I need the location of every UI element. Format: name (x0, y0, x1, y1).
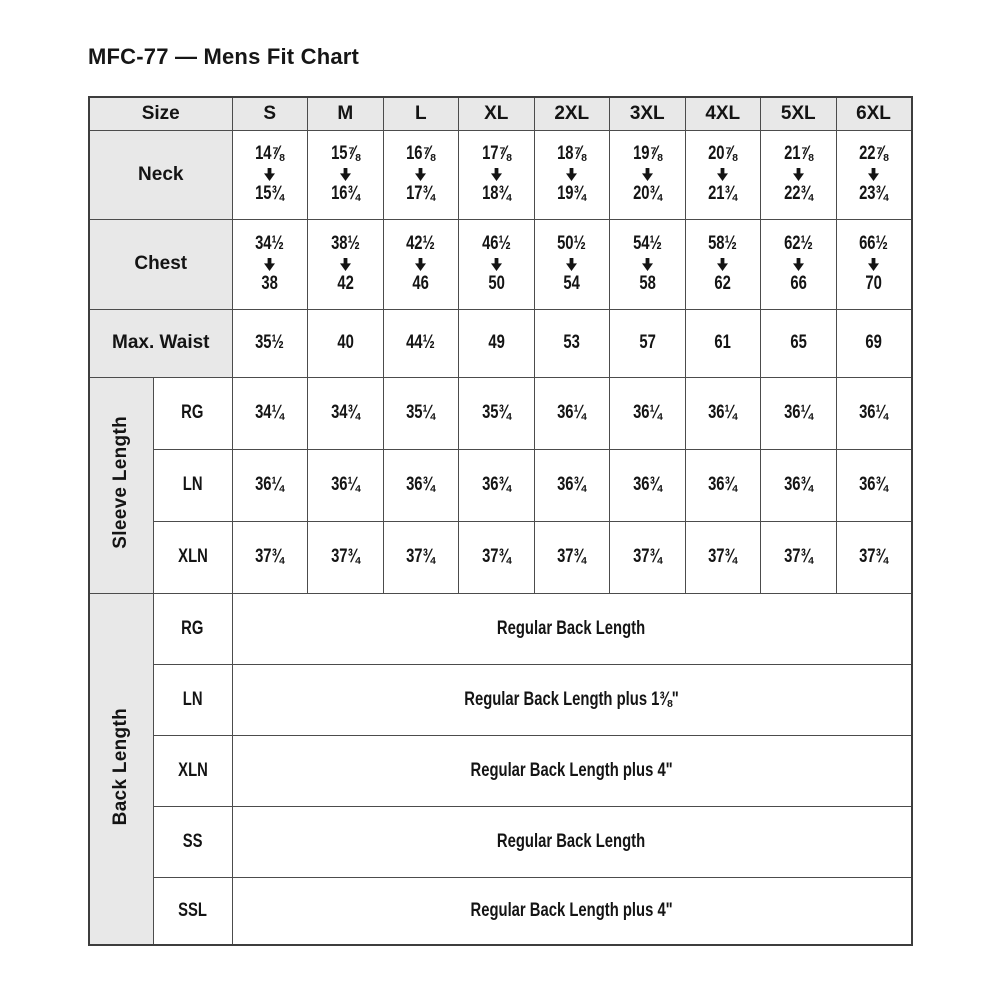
chest-range-cell (308, 219, 384, 309)
sleeve-value: 36¼ (708, 402, 738, 423)
fit-chart-table (88, 96, 913, 946)
waist-value: 57 (638, 332, 656, 353)
neck-max: 21¾ (708, 183, 738, 204)
waist-value: 44½ (406, 332, 436, 353)
down-arrow-icon (491, 168, 502, 181)
down-arrow-icon (264, 168, 275, 181)
max-waist-row-label: Max. Waist (89, 309, 232, 377)
down-arrow-icon (264, 258, 275, 271)
size-col-header-6xl: 6XL (836, 97, 912, 130)
sleeve-value: 36¾ (632, 474, 662, 495)
down-arrow-icon (415, 168, 426, 181)
chest-min: 62½ (783, 232, 813, 254)
waist-value: 69 (865, 332, 882, 353)
sleeve-value: 35¾ (481, 402, 511, 423)
back-length-desc: Regular Back Length plus 4" (470, 899, 673, 921)
sleeve-value: 37¾ (557, 546, 587, 567)
chest-range (233, 234, 308, 294)
sleeve-variant-cell (153, 449, 232, 521)
chest-max: 46 (412, 272, 429, 294)
waist-cell (836, 309, 912, 377)
sleeve-cell (308, 521, 384, 593)
sleeve-cell (232, 377, 308, 449)
waist-value: 40 (336, 332, 354, 353)
sleeve-cell (761, 521, 837, 593)
sleeve-cell (232, 449, 308, 521)
neck-max: 19¾ (557, 183, 587, 204)
sleeve-cell (383, 449, 459, 521)
neck-min: 18⅞ (557, 143, 587, 165)
neck-range (459, 144, 534, 204)
sleeve-cell (761, 449, 837, 521)
sleeve-cell (610, 377, 686, 449)
sleeve-value: 37¾ (330, 546, 360, 567)
chest-min: 38½ (330, 232, 360, 254)
back-length-desc-cell (232, 664, 912, 735)
sleeve-variant-code: RG (181, 402, 204, 423)
neck-range-cell (761, 130, 837, 219)
sleeve-variant-code: LN (182, 474, 203, 495)
neck-range (535, 144, 610, 204)
chest-max: 70 (865, 272, 882, 294)
sleeve-value: 37¾ (406, 546, 436, 567)
sleeve-length-group-label: Sleeve Length (110, 416, 132, 549)
sleeve-xln-row (89, 521, 912, 593)
back-ln-row (89, 664, 912, 735)
sleeve-cell (308, 449, 384, 521)
back-length-desc-cell (232, 735, 912, 806)
chest-max: 42 (336, 272, 354, 294)
chest-range (308, 234, 383, 294)
neck-range (837, 144, 911, 204)
sleeve-cell (534, 449, 610, 521)
neck-row (89, 130, 912, 219)
neck-min: 20⅞ (708, 143, 738, 165)
waist-value: 35½ (255, 332, 285, 353)
waist-value: 49 (487, 332, 505, 353)
down-arrow-icon (868, 168, 879, 181)
neck-range-cell (685, 130, 761, 219)
back-rg-row (89, 593, 912, 664)
neck-range (233, 144, 308, 204)
neck-range-cell (534, 130, 610, 219)
chest-range (837, 234, 911, 294)
neck-range-cell (836, 130, 912, 219)
sleeve-value: 36¼ (557, 402, 587, 423)
waist-value: 61 (714, 332, 731, 353)
back-length-desc: Regular Back Length plus 1⅜" (464, 688, 679, 710)
sleeve-cell (836, 449, 912, 521)
sleeve-cell (836, 521, 912, 593)
sleeve-cell (685, 377, 761, 449)
back-variant-code: SSL (178, 899, 207, 921)
sleeve-value: 36¾ (557, 474, 587, 495)
sleeve-cell (459, 521, 535, 593)
chest-max: 50 (487, 272, 505, 294)
waist-cell (308, 309, 384, 377)
sleeve-value: 36¾ (859, 474, 888, 495)
sleeve-variant-cell (153, 377, 232, 449)
chest-row-label: Chest (89, 219, 232, 309)
sleeve-value: 36¾ (708, 474, 738, 495)
sleeve-cell (534, 377, 610, 449)
sleeve-cell (308, 377, 384, 449)
chest-max: 62 (714, 272, 731, 294)
sleeve-value: 34¼ (255, 402, 285, 423)
neck-min: 22⅞ (859, 143, 888, 165)
down-arrow-icon (868, 258, 879, 271)
size-col-header-3xl: 3XL (610, 97, 686, 130)
sleeve-cell (383, 377, 459, 449)
chest-max: 38 (261, 272, 278, 294)
back-length-desc-cell (232, 877, 912, 945)
back-ssl-row (89, 877, 912, 945)
neck-range-cell (383, 130, 459, 219)
sleeve-cell (534, 521, 610, 593)
back-length-desc-cell (232, 806, 912, 877)
size-col-header-4xl: 4XL (685, 97, 761, 130)
sleeve-value: 37¾ (783, 546, 813, 567)
size-col-header-5xl: 5XL (761, 97, 837, 130)
neck-range (761, 144, 836, 204)
size-col-header-2xl: 2XL (534, 97, 610, 130)
neck-range (686, 144, 761, 204)
neck-range (308, 144, 383, 204)
sleeve-variant-cell (153, 521, 232, 593)
chest-min: 54½ (632, 232, 662, 254)
neck-range-cell (308, 130, 384, 219)
down-arrow-icon (340, 258, 351, 271)
chest-range-cell (836, 219, 912, 309)
neck-range-cell (610, 130, 686, 219)
back-variant-code: XLN (177, 759, 208, 781)
down-arrow-icon (793, 168, 804, 181)
chest-min: 50½ (557, 232, 587, 254)
chest-min: 58½ (708, 232, 738, 254)
sleeve-value: 37¾ (708, 546, 738, 567)
down-arrow-icon (642, 168, 653, 181)
sleeve-cell (232, 521, 308, 593)
chest-min: 66½ (859, 232, 888, 254)
neck-max: 23¾ (859, 183, 888, 204)
chest-range-cell (685, 219, 761, 309)
back-ss-row (89, 806, 912, 877)
neck-min: 21⅞ (783, 143, 813, 165)
neck-range-cell (232, 130, 308, 219)
neck-max: 16¾ (330, 183, 360, 204)
chest-max: 66 (789, 272, 807, 294)
sleeve-cell (836, 377, 912, 449)
neck-max: 18¾ (481, 183, 511, 204)
sleeve-cell (685, 449, 761, 521)
chest-range-cell (534, 219, 610, 309)
chest-range (610, 234, 685, 294)
chest-range (686, 234, 761, 294)
chest-max: 54 (563, 272, 580, 294)
size-header-cell: Size (89, 97, 232, 130)
back-length-desc: Regular Back Length plus 4" (470, 759, 673, 781)
neck-max: 15¾ (255, 183, 285, 204)
back-variant-code: LN (182, 688, 203, 710)
sleeve-value: 34¾ (330, 402, 360, 423)
sleeve-cell (761, 377, 837, 449)
neck-min: 15⅞ (330, 143, 360, 165)
size-col-header-xl: XL (459, 97, 535, 130)
chest-range-cell (459, 219, 535, 309)
waist-cell (761, 309, 837, 377)
sleeve-value: 36¼ (255, 474, 285, 495)
down-arrow-icon (566, 258, 577, 271)
sleeve-value: 37¾ (632, 546, 662, 567)
neck-row-label: Neck (89, 130, 232, 219)
chest-range (535, 234, 610, 294)
sleeve-value: 36¾ (481, 474, 511, 495)
sleeve-variant-code: XLN (177, 546, 208, 567)
max-waist-row (89, 309, 912, 377)
down-arrow-icon (566, 168, 577, 181)
down-arrow-icon (491, 258, 502, 271)
down-arrow-icon (642, 258, 653, 271)
back-length-desc: Regular Back Length (497, 830, 646, 852)
page-title: MFC-77 — Mens Fit Chart (88, 44, 360, 69)
sleeve-value: 36¼ (632, 402, 662, 423)
chest-row (89, 219, 912, 309)
sleeve-cell (610, 449, 686, 521)
sleeve-value: 37¾ (481, 546, 511, 567)
sleeve-cell (459, 377, 535, 449)
chest-range (384, 234, 459, 294)
sleeve-value: 36¼ (859, 402, 888, 423)
sleeve-length-group-cell (89, 377, 153, 593)
back-variant-cell (153, 877, 232, 945)
waist-cell (459, 309, 535, 377)
waist-cell (232, 309, 308, 377)
sleeve-value: 36¼ (783, 402, 813, 423)
neck-min: 19⅞ (632, 143, 662, 165)
waist-value: 53 (563, 332, 580, 353)
waist-cell (685, 309, 761, 377)
chest-min: 34½ (255, 232, 285, 254)
chest-min: 46½ (481, 232, 511, 254)
sleeve-value: 36¼ (330, 474, 360, 495)
down-arrow-icon (340, 168, 351, 181)
waist-cell (610, 309, 686, 377)
sleeve-ln-row (89, 449, 912, 521)
sleeve-cell (685, 521, 761, 593)
back-variant-cell (153, 735, 232, 806)
neck-range-cell (459, 130, 535, 219)
waist-cell (534, 309, 610, 377)
chest-min: 42½ (406, 232, 436, 254)
size-col-header-m: M (308, 97, 384, 130)
chest-range-cell (610, 219, 686, 309)
back-length-desc: Regular Back Length (497, 617, 646, 639)
sleeve-cell (383, 521, 459, 593)
down-arrow-icon (415, 258, 426, 271)
table-header-row (89, 97, 912, 130)
size-col-header-l: L (383, 97, 459, 130)
back-variant-code: SS (182, 830, 203, 852)
down-arrow-icon (793, 258, 804, 271)
down-arrow-icon (717, 258, 728, 271)
sleeve-cell (610, 521, 686, 593)
sleeve-value: 37¾ (859, 546, 888, 567)
sleeve-rg-row (89, 377, 912, 449)
chest-range-cell (383, 219, 459, 309)
waist-value: 65 (789, 332, 807, 353)
back-variant-cell (153, 806, 232, 877)
neck-range (610, 144, 685, 204)
waist-cell (383, 309, 459, 377)
neck-min: 16⅞ (406, 143, 436, 165)
sleeve-value: 37¾ (255, 546, 285, 567)
neck-max: 20¾ (632, 183, 662, 204)
neck-max: 22¾ (783, 183, 813, 204)
back-length-group-cell (89, 593, 153, 945)
neck-min: 14⅞ (255, 143, 285, 165)
down-arrow-icon (717, 168, 728, 181)
sleeve-value: 36¾ (406, 474, 436, 495)
sleeve-value: 36¾ (783, 474, 813, 495)
chest-range-cell (761, 219, 837, 309)
chest-range (459, 234, 534, 294)
back-length-desc-cell (232, 593, 912, 664)
sleeve-value: 35¼ (406, 402, 436, 423)
neck-max: 17¾ (406, 183, 436, 204)
back-variant-cell (153, 593, 232, 664)
chest-max: 58 (638, 272, 656, 294)
size-col-header-s: S (232, 97, 308, 130)
sleeve-cell (459, 449, 535, 521)
back-variant-cell (153, 664, 232, 735)
chest-range-cell (232, 219, 308, 309)
neck-range (384, 144, 459, 204)
chest-range (761, 234, 836, 294)
back-xln-row (89, 735, 912, 806)
back-length-group-label: Back Length (110, 707, 132, 825)
back-variant-code: RG (181, 617, 204, 639)
neck-min: 17⅞ (481, 143, 511, 165)
